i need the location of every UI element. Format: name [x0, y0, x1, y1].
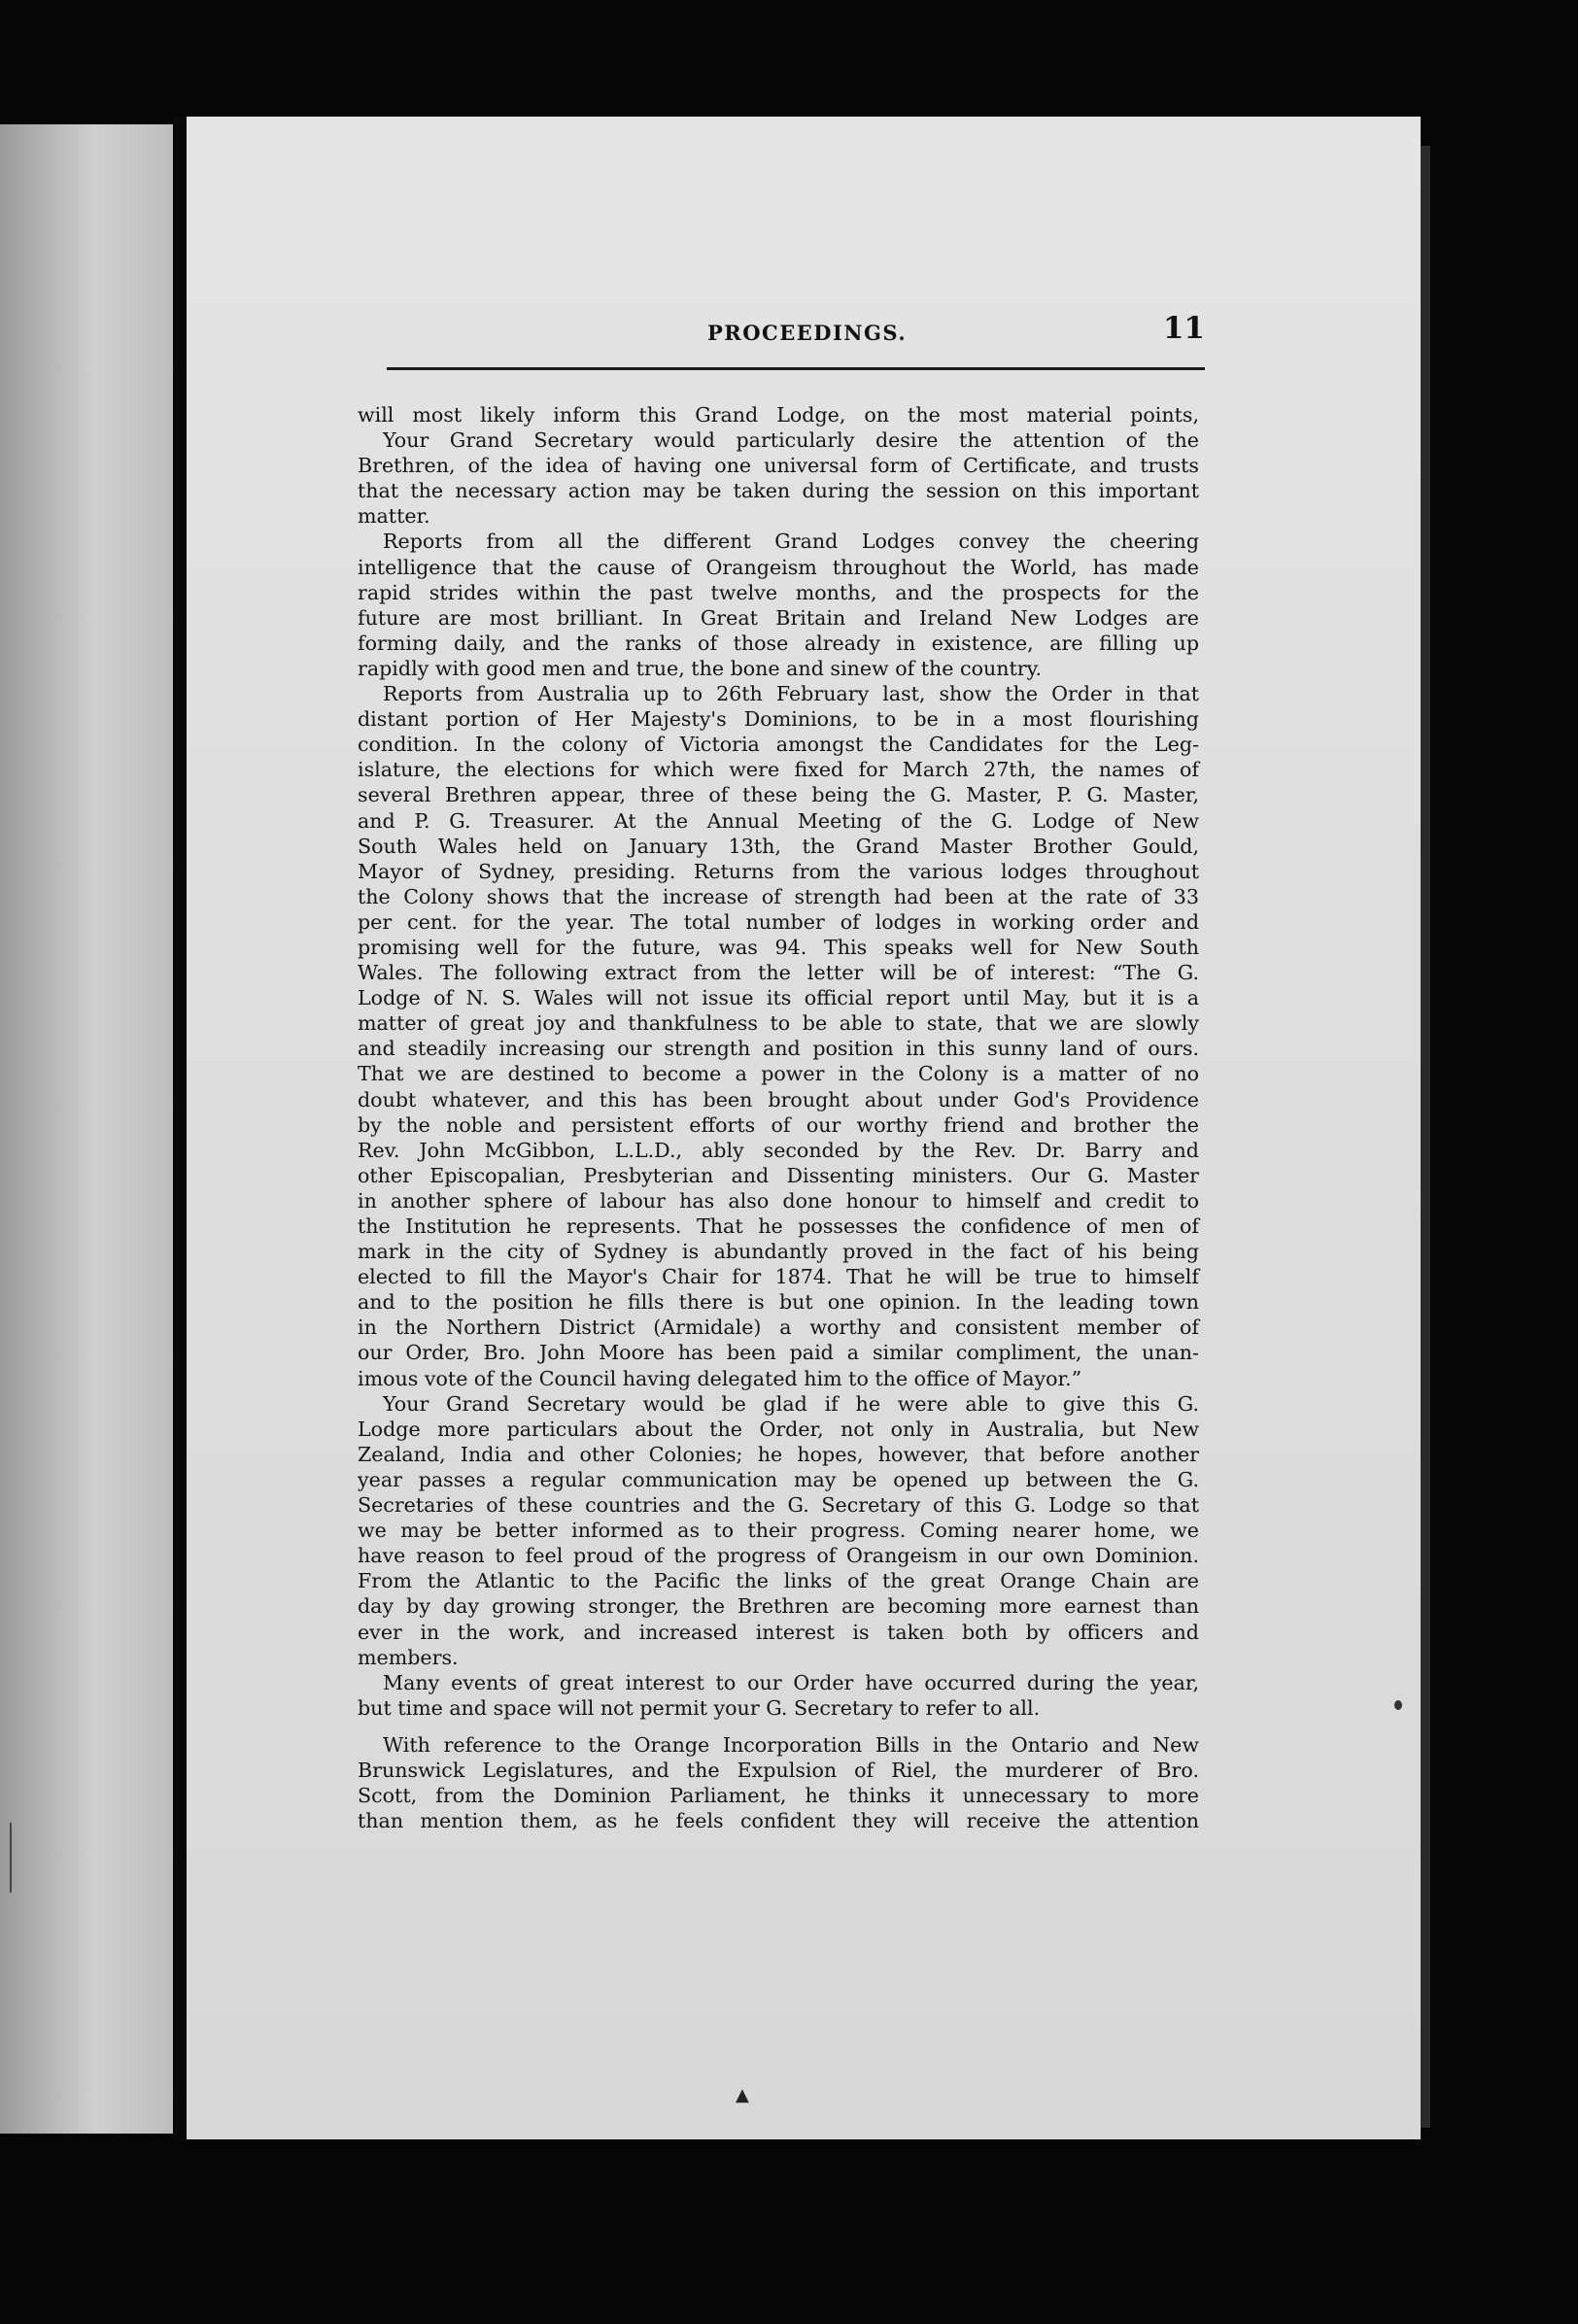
text-line: elected to fill the Mayor's Chair for 1874. That he will be true to himself	[358, 1265, 1199, 1289]
page-header	[387, 311, 1205, 359]
text-line: matter.	[358, 504, 430, 529]
text-line: Lodge more particulars about the Order, not only in Australia, but New	[358, 1417, 1199, 1441]
text-line: distant portion of Her Majesty's Dominions, to be in a most flourishing	[358, 707, 1199, 732]
ink-spot	[1394, 1700, 1402, 1710]
text-line: per cent. for the year. The total number of lodges in working order and	[358, 909, 1199, 934]
text-line: intelligence that the cause of Orangeism throughout the World, has made	[358, 555, 1199, 579]
text-line: Brethren, of the idea of having one universal form of Certificate, and trusts	[358, 454, 1199, 478]
header-rule	[387, 367, 1205, 370]
page-right-edge	[1421, 146, 1430, 2128]
text-line: other Episcopalian, Presbyterian and Dissenting ministers. Our G. Master	[358, 1163, 1199, 1187]
text-line: in the Northern District (Armidale) a worthy and consistent member of	[358, 1316, 1199, 1340]
text-line: in another sphere of labour has also done honour to himself and credit to	[358, 1188, 1199, 1213]
text-line: by the noble and persistent efforts of our worthy friend and brother the	[358, 1112, 1199, 1137]
text-line: future are most brilliant. In Great Britain and Ireland New Lodges are	[358, 605, 1199, 630]
text-line: That we are destined to become a power in the Colony is a matter of no	[358, 1062, 1199, 1086]
text-line: doubt whatever, and this has been brought about under God's Providence	[358, 1087, 1199, 1111]
text-line: than mention them, as he feels confident they will receive the attention	[358, 1809, 1199, 1833]
margin-bracket	[10, 1823, 16, 1893]
text-line: day by day growing stronger, the Brethren are becoming more earnest than	[358, 1594, 1199, 1619]
text-line: Secretaries of these countries and the G. Secretary of this G. Lodge so that	[358, 1493, 1199, 1518]
text-line: promising well for the future, was 94. This speaks well for New South	[358, 935, 1199, 959]
text-line: Zealand, India and other Colonies; he hopes, however, that before another	[358, 1442, 1199, 1466]
text-line: that the necessary action may be taken during the session on this important	[358, 479, 1199, 503]
page-number: 11	[1162, 311, 1205, 346]
paragraph-gap	[358, 1721, 1199, 1732]
text-line: matter of great joy and thankfulness to be able to state, that we are slowly	[358, 1011, 1199, 1036]
text-line: Wales. The following extract from the letter will be of interest: “The G.	[358, 961, 1199, 985]
text-line: and steadily increasing our strength and position in this sunny land of ours.	[358, 1037, 1199, 1061]
text-line: islature, the elections for which were fixed for March 27th, the names of	[358, 758, 1199, 782]
text-line: Reports from Australia up to 26th February last, show the Order in that	[383, 682, 1199, 706]
text-line: will most likely inform this Grand Lodge, on the most material points,	[358, 403, 1199, 427]
text-line: Mayor of Sydney, presiding. Returns from the various lodges throughout	[358, 859, 1199, 883]
text-line: have reason to feel proud of the progress of Orangeism in our own Dominion.	[358, 1544, 1199, 1568]
left-page-edge	[0, 124, 173, 2134]
text-line: rapid strides within the past twelve months, and the prospects for the	[358, 580, 1199, 604]
text-line: members.	[358, 1645, 459, 1669]
text-line: our Order, Bro. John Moore has been paid a similar compliment, the unan-	[358, 1341, 1199, 1365]
text-line: Lodge of N. S. Wales will not issue its official report until May, but it is a	[358, 986, 1199, 1010]
text-line: we may be better informed as to their progress. Coming nearer home, we	[358, 1519, 1199, 1543]
text-line: ever in the work, and increased interest is taken both by officers and	[358, 1620, 1199, 1644]
text-line: imous vote of the Council having delegated him to the office of Mayor.”	[358, 1366, 1082, 1390]
text-line: rapidly with good men and true, the bone and sinew of the country.	[358, 656, 1043, 680]
text-line: and to the position he fills there is but one opinion. In the leading town	[358, 1290, 1199, 1315]
text-line: Many events of great interest to our Order have occurred during the year,	[383, 1670, 1199, 1694]
text-line: year passes a regular communication may be opened up between the G.	[358, 1467, 1199, 1491]
text-line: several Brethren appear, three of these being the G. Master, P. G. Master,	[358, 783, 1199, 807]
text-line: Rev. John McGibbon, L.L.D., ably seconded by the Rev. Dr. Barry and	[358, 1138, 1199, 1162]
text-line: condition. In the colony of Victoria amongst the Candidates for the Leg-	[358, 733, 1199, 757]
body-text	[358, 402, 1199, 1833]
text-line: Scott, from the Dominion Parliament, he thinks it unnecessary to more	[358, 1784, 1199, 1808]
text-line: Your Grand Secretary would be glad if he were able to give this G.	[383, 1391, 1199, 1416]
text-line: the Institution he represents. That he possesses the confidence of men of	[358, 1214, 1199, 1238]
text-line: forming daily, and the ranks of those already in existence, are filling up	[358, 631, 1199, 655]
text-line: the Colony shows that the increase of strength had been at the rate of 33	[358, 884, 1199, 908]
ornament-icon: ▲	[736, 2085, 749, 2105]
text-line: mark in the city of Sydney is abundantly proved in the fact of his being	[358, 1240, 1199, 1264]
text-line: Your Grand Secretary would particularly desire the attention of the	[383, 428, 1199, 453]
text-line: Reports from all the different Grand Lodges convey the cheering	[383, 530, 1199, 554]
text-line: but time and space will not permit your G. Secretary to refer to all.	[358, 1695, 1041, 1720]
text-line: With reference to the Orange Incorporation Bills in the Ontario and New	[383, 1732, 1199, 1757]
text-line: From the Atlantic to the Pacific the links of the great Orange Chain are	[358, 1569, 1199, 1593]
running-head: PROCEEDINGS.	[707, 321, 908, 345]
text-line: South Wales held on January 13th, the Grand Master Brother Gould,	[358, 834, 1199, 858]
text-line: Brunswick Legislatures, and the Expulsion of Riel, the murderer of Bro.	[358, 1758, 1199, 1782]
text-line: and P. G. Treasurer. At the Annual Meeting of the G. Lodge of New	[358, 808, 1199, 833]
